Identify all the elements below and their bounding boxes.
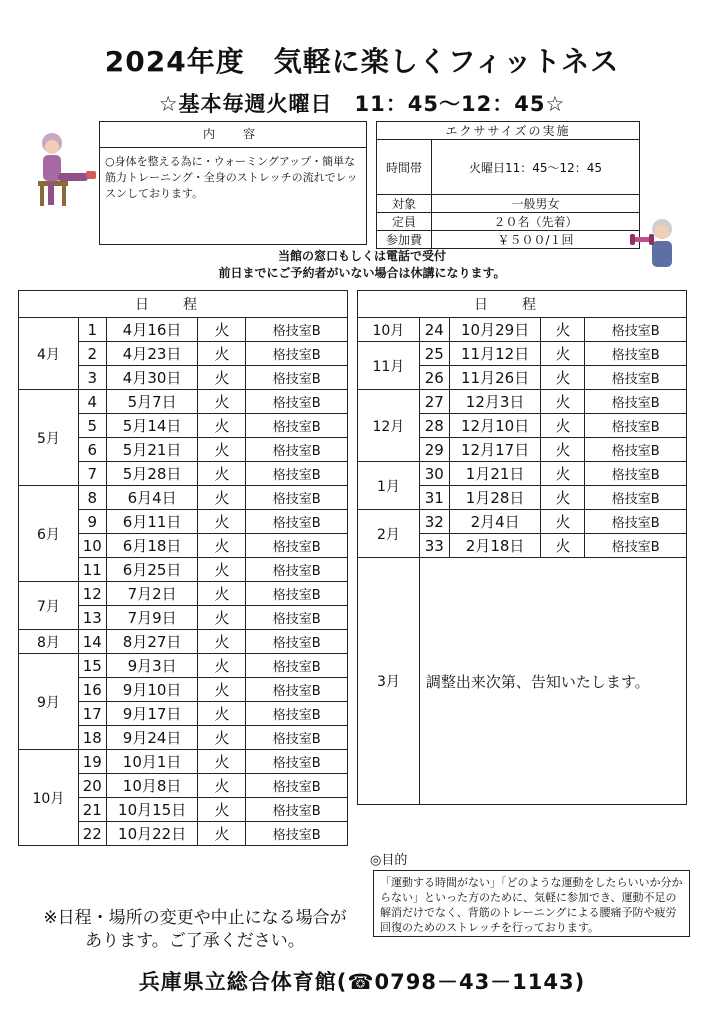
- session-weekday: 火: [198, 486, 246, 510]
- schedule-row: [19, 750, 348, 774]
- session-number: 15: [78, 654, 106, 678]
- session-date: 8月27日: [106, 630, 198, 654]
- session-room: 格技室B: [585, 510, 687, 534]
- content-box-text: ○身体を整える為に・ウォーミングアップ・簡単な筋力トレーニング・全身のストレッチの流れでレッスンしております。: [105, 155, 358, 200]
- session-weekday: 火: [198, 318, 246, 342]
- schedule-row: [19, 486, 348, 510]
- schedule-row: [358, 342, 687, 366]
- session-room: 格技室B: [246, 798, 348, 822]
- session-date: 9月17日: [106, 702, 198, 726]
- session-weekday: 火: [541, 318, 585, 342]
- session-date: 10月29日: [449, 318, 541, 342]
- schedule-row: [19, 654, 348, 678]
- session-room: 格技室B: [246, 582, 348, 606]
- session-weekday: 火: [198, 342, 246, 366]
- session-number: 3: [78, 366, 106, 390]
- session-weekday: 火: [541, 414, 585, 438]
- session-weekday: 火: [198, 606, 246, 630]
- month-cell: 6月: [19, 486, 79, 582]
- session-number: 33: [419, 534, 449, 558]
- session-room: 格技室B: [246, 510, 348, 534]
- session-date: 6月11日: [106, 510, 198, 534]
- schedule-row: [19, 630, 348, 654]
- session-date: 7月9日: [106, 606, 198, 630]
- schedule-row: [358, 390, 687, 414]
- info-value: 一般男女: [432, 195, 640, 213]
- session-number: 30: [419, 462, 449, 486]
- session-weekday: 火: [198, 774, 246, 798]
- session-weekday: 火: [541, 462, 585, 486]
- session-weekday: 火: [198, 582, 246, 606]
- session-weekday: 火: [198, 630, 246, 654]
- session-room: 格技室B: [246, 654, 348, 678]
- schedule-row: [19, 582, 348, 606]
- info-value: ￥５００/１回: [432, 231, 640, 249]
- session-date: 12月17日: [449, 438, 541, 462]
- march-note: 調整出来次第、告知いたします。: [419, 558, 686, 805]
- session-room: 格技室B: [246, 630, 348, 654]
- schedule-row: [19, 318, 348, 342]
- month-cell: 7月: [19, 582, 79, 630]
- session-number: 7: [78, 462, 106, 486]
- session-date: 7月2日: [106, 582, 198, 606]
- session-room: 格技室B: [585, 390, 687, 414]
- info-value: ２０名（先着）: [432, 213, 640, 231]
- info-label: 対象: [377, 195, 432, 213]
- schedule-table-left: [18, 290, 348, 846]
- exercise-info-table: [376, 121, 640, 249]
- schedule-row: [358, 318, 687, 342]
- session-room: 格技室B: [246, 342, 348, 366]
- session-date: 9月10日: [106, 678, 198, 702]
- schedule-table-right: [357, 290, 687, 805]
- session-date: 4月16日: [106, 318, 198, 342]
- session-room: 格技室B: [246, 318, 348, 342]
- session-number: 6: [78, 438, 106, 462]
- session-weekday: 火: [541, 438, 585, 462]
- notice-reception: 当館の窓口もしくは電話で受付: [277, 249, 446, 263]
- session-weekday: 火: [198, 438, 246, 462]
- month-cell: 3月: [358, 558, 420, 805]
- session-number: 22: [78, 822, 106, 846]
- session-number: 19: [78, 750, 106, 774]
- session-number: 25: [419, 342, 449, 366]
- session-date: 10月22日: [106, 822, 198, 846]
- session-weekday: 火: [198, 462, 246, 486]
- session-room: 格技室B: [246, 366, 348, 390]
- session-weekday: 火: [198, 654, 246, 678]
- session-date: 10月15日: [106, 798, 198, 822]
- session-room: 格技室B: [246, 606, 348, 630]
- session-date: 4月30日: [106, 366, 198, 390]
- session-room: 格技室B: [246, 702, 348, 726]
- month-cell: 11月: [358, 342, 420, 390]
- session-number: 32: [419, 510, 449, 534]
- schedule-header: 日程: [358, 291, 687, 318]
- session-room: 格技室B: [246, 438, 348, 462]
- session-date: 2月4日: [449, 510, 541, 534]
- session-room: 格技室B: [246, 534, 348, 558]
- month-cell: 2月: [358, 510, 420, 558]
- session-weekday: 火: [198, 366, 246, 390]
- session-date: 4月23日: [106, 342, 198, 366]
- month-cell: 4月: [19, 318, 79, 390]
- month-cell: 12月: [358, 390, 420, 462]
- month-cell: 8月: [19, 630, 79, 654]
- session-room: 格技室B: [246, 414, 348, 438]
- schedule-row: [358, 462, 687, 486]
- session-weekday: 火: [541, 366, 585, 390]
- session-room: 格技室B: [246, 726, 348, 750]
- session-room: 格技室B: [246, 750, 348, 774]
- session-room: 格技室B: [585, 342, 687, 366]
- session-number: 8: [78, 486, 106, 510]
- session-date: 5月14日: [106, 414, 198, 438]
- exercising-elderly-person-icon: [30, 127, 102, 212]
- schedule-row-march: [358, 558, 687, 805]
- session-weekday: 火: [541, 510, 585, 534]
- session-room: 格技室B: [585, 462, 687, 486]
- session-date: 5月28日: [106, 462, 198, 486]
- session-room: 格技室B: [246, 774, 348, 798]
- session-date: 1月21日: [449, 462, 541, 486]
- info-label: 参加費: [377, 231, 432, 249]
- session-number: 12: [78, 582, 106, 606]
- session-room: 格技室B: [246, 558, 348, 582]
- schedule-row: [19, 390, 348, 414]
- session-number: 24: [419, 318, 449, 342]
- info-label: 時間帯: [377, 140, 432, 195]
- session-weekday: 火: [198, 510, 246, 534]
- session-weekday: 火: [198, 726, 246, 750]
- session-number: 20: [78, 774, 106, 798]
- session-weekday: 火: [198, 678, 246, 702]
- change-notice: ※日程・場所の変更や中止になる場合があります。ご了承ください。: [43, 908, 347, 951]
- session-weekday: 火: [198, 702, 246, 726]
- session-number: 14: [78, 630, 106, 654]
- session-weekday: 火: [198, 822, 246, 846]
- session-room: 格技室B: [585, 486, 687, 510]
- session-weekday: 火: [198, 750, 246, 774]
- purpose-text: 「運動する時間がない」「どのような運動をしたらいいか分からない」といった方のために、気軽に参加でき、運動不足の解消だけでなく、背筋のトレーニングによる腰痛予防や疲労回復のためのストレッチを行っております。: [373, 870, 690, 937]
- session-date: 6月25日: [106, 558, 198, 582]
- session-date: 6月18日: [106, 534, 198, 558]
- session-number: 5: [78, 414, 106, 438]
- session-number: 26: [419, 366, 449, 390]
- session-room: 格技室B: [246, 390, 348, 414]
- session-weekday: 火: [541, 342, 585, 366]
- session-number: 27: [419, 390, 449, 414]
- session-number: 29: [419, 438, 449, 462]
- session-number: 10: [78, 534, 106, 558]
- schedule-row: [358, 510, 687, 534]
- session-date: 1月28日: [449, 486, 541, 510]
- content-box: [99, 121, 367, 245]
- session-number: 17: [78, 702, 106, 726]
- session-room: 格技室B: [585, 534, 687, 558]
- session-room: 格技室B: [585, 414, 687, 438]
- session-room: 格技室B: [585, 366, 687, 390]
- session-date: 10月8日: [106, 774, 198, 798]
- session-date: 9月24日: [106, 726, 198, 750]
- page-subtitle: ☆基本毎週火曜日 11：45～12：45☆: [158, 92, 566, 116]
- schedule-header: 日程: [19, 291, 348, 318]
- session-room: 格技室B: [246, 462, 348, 486]
- month-cell: 9月: [19, 654, 79, 750]
- session-room: 格技室B: [246, 486, 348, 510]
- session-date: 9月3日: [106, 654, 198, 678]
- session-weekday: 火: [541, 390, 585, 414]
- session-weekday: 火: [198, 414, 246, 438]
- month-cell: 5月: [19, 390, 79, 486]
- info-value: 火曜日11：45～12：45: [432, 140, 640, 195]
- session-number: 13: [78, 606, 106, 630]
- session-date: 12月3日: [449, 390, 541, 414]
- session-date: 10月1日: [106, 750, 198, 774]
- session-number: 16: [78, 678, 106, 702]
- session-weekday: 火: [198, 534, 246, 558]
- session-number: 28: [419, 414, 449, 438]
- month-cell: 10月: [19, 750, 79, 846]
- session-number: 1: [78, 318, 106, 342]
- session-room: 格技室B: [585, 438, 687, 462]
- month-cell: 1月: [358, 462, 420, 510]
- info-label: 定員: [377, 213, 432, 231]
- session-weekday: 火: [198, 558, 246, 582]
- session-weekday: 火: [541, 534, 585, 558]
- session-date: 11月12日: [449, 342, 541, 366]
- session-date: 12月10日: [449, 414, 541, 438]
- session-number: 2: [78, 342, 106, 366]
- purpose-heading: ◎目的: [370, 853, 408, 868]
- page-title: 2024年度 気軽に楽しくフィットネス: [104, 45, 620, 78]
- session-number: 21: [78, 798, 106, 822]
- footer-contact: 兵庫県立総合体育館(☎0798－43－1143): [138, 970, 586, 994]
- session-date: 5月21日: [106, 438, 198, 462]
- session-number: 18: [78, 726, 106, 750]
- notice-cancellation: 前日までにご予約者がいない場合は休講になります。: [218, 266, 506, 280]
- session-room: 格技室B: [246, 678, 348, 702]
- content-box-header: 内 容: [100, 122, 366, 148]
- session-room: 格技室B: [246, 822, 348, 846]
- session-date: 11月26日: [449, 366, 541, 390]
- session-number: 11: [78, 558, 106, 582]
- info-table-header: エクササイズの実施: [377, 122, 640, 140]
- session-number: 31: [419, 486, 449, 510]
- session-date: 5月7日: [106, 390, 198, 414]
- session-number: 9: [78, 510, 106, 534]
- session-weekday: 火: [198, 798, 246, 822]
- session-weekday: 火: [541, 486, 585, 510]
- session-date: 2月18日: [449, 534, 541, 558]
- session-number: 4: [78, 390, 106, 414]
- session-room: 格技室B: [585, 318, 687, 342]
- session-weekday: 火: [198, 390, 246, 414]
- month-cell: 10月: [358, 318, 420, 342]
- session-date: 6月4日: [106, 486, 198, 510]
